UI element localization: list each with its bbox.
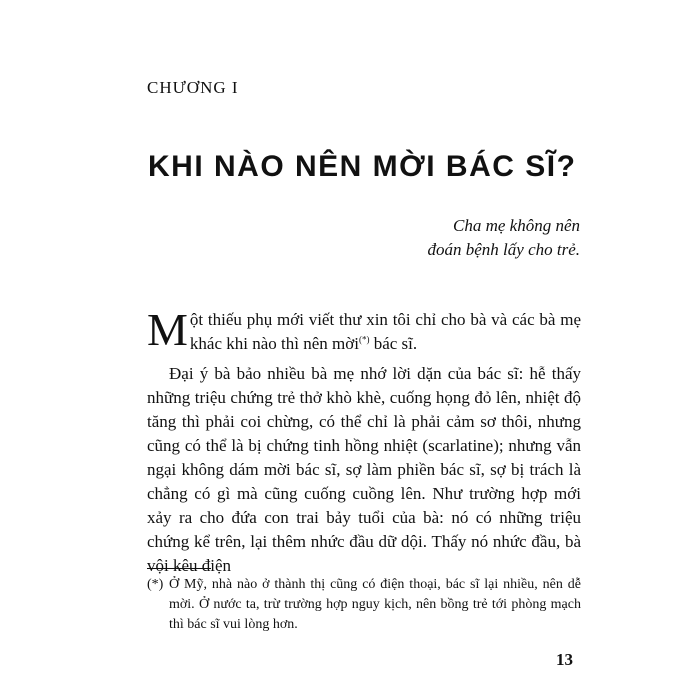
paragraph-1-text: ột thiếu phụ mới viết thư xin tôi chỉ cho bà và các bà mẹ khác khi nào thì nên mời	[189, 310, 581, 353]
epigraph	[428, 214, 581, 262]
epigraph-line-1: Cha mẹ không nên	[452, 216, 580, 235]
paragraph-2: Đại ý bà bảo nhiều bà mẹ nhớ lời dặn của bác sĩ: hễ thấy những triệu chứng trẻ thở khò khè, cuống họng đỏ lên, nhiệt độ tăng thì phải coi chừng, có thể chỉ là phải cảm sơ thôi, nhưng cũng có thể là bị chứng tinh hồng nhiệt (scarlatine); nhưng vẫn ngại không dám mời bác sĩ, sợ làm phiền bác sĩ, sợ bị trách là chẳng có gì mà cũng cuống cuồng lên. Như trường hợp mới xảy ra cho đứa con trai bảy tuổi của bà: nó có những triệu chứng kể trên, lại thêm nhức đầu dữ dội. Thấy nó nhức đầu, bà vội kêu điện	[147, 364, 581, 575]
epigraph-line-2: đoán bệnh lấy cho trẻ.	[427, 240, 580, 259]
body-text	[147, 304, 581, 584]
footnote-text: Ở Mỹ, nhà nào ở thành thị cũng có điện thoại, bác sĩ lại nhiều, nên dễ mời. Ở nước ta, trừ trường hợp nguy kịch, nên bồng trẻ tới phòng mạch thì bác sĩ vui lòng hơn.	[169, 577, 581, 632]
footnote	[147, 575, 581, 635]
footnote-divider	[147, 568, 211, 569]
paragraph-1-text-end: bác sĩ.	[369, 334, 418, 353]
chapter-title: KHI NÀO NÊN MỜI BÁC SĨ?	[148, 150, 577, 183]
footnote-marker: (*)	[147, 577, 164, 592]
paragraph-1	[147, 304, 581, 356]
chapter-label: CHƯƠNG I	[147, 78, 239, 97]
footnote-reference: (*)	[358, 334, 370, 345]
page-number: 13	[556, 650, 573, 669]
drop-cap: M	[147, 304, 188, 355]
